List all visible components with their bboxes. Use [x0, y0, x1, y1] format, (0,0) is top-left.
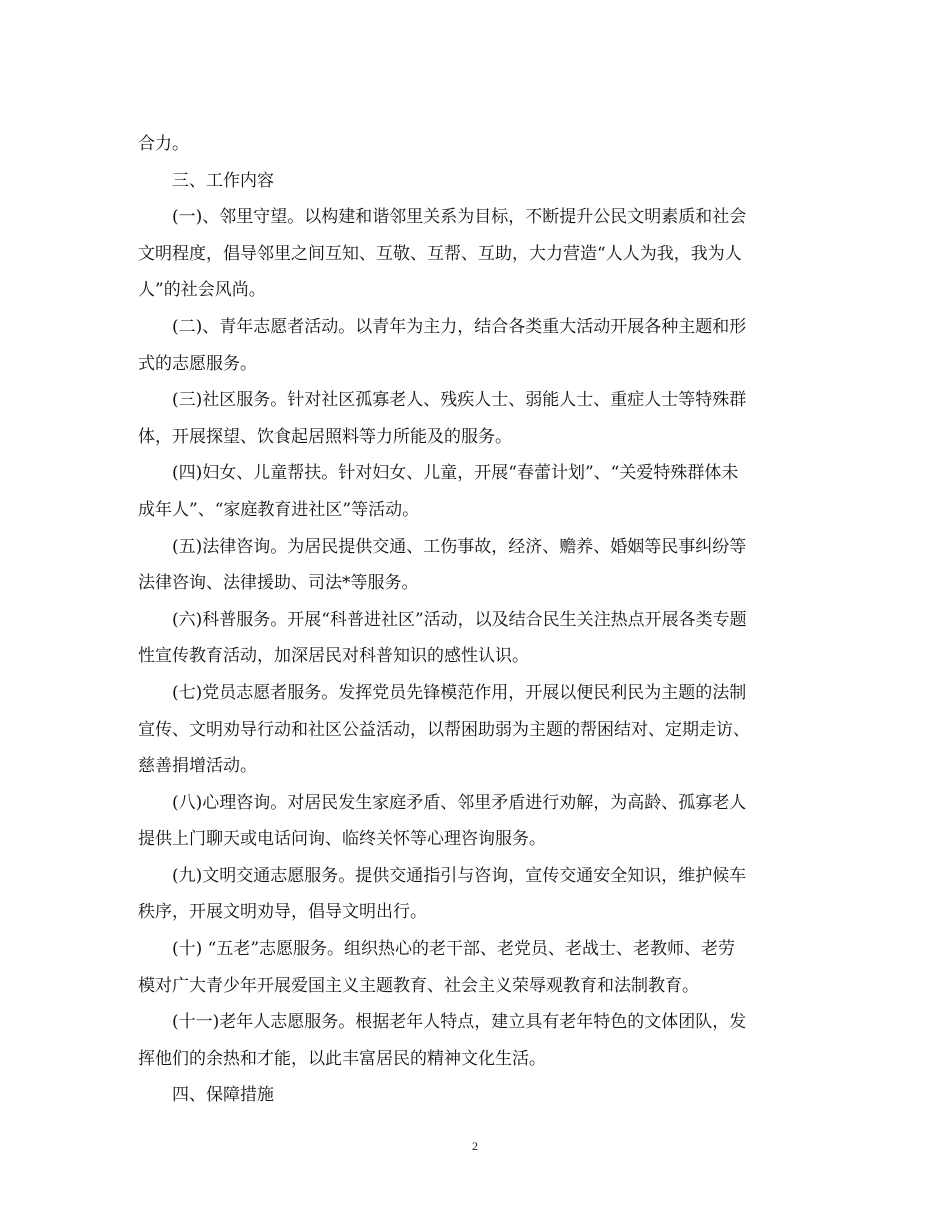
- paragraph-line: 模对广大青少年开展爱国主义主题教育、社会主义荣辱观教育和法制教育。: [138, 975, 699, 996]
- paragraph-line: 合力。: [138, 134, 189, 154]
- paragraph-line: 式的志愿服务。: [138, 353, 257, 374]
- paragraph-line: 成年人”、“家庭教育进社区”等活动。: [138, 499, 420, 520]
- document-body: [138, 126, 814, 1114]
- paragraph-line: (四)妇女、儿童帮扶。针对妇女、儿童，开展“春蕾计划”、“关爱特殊群体未: [172, 463, 739, 484]
- paragraph-line: (九)文明交通志愿服务。提供交通指引与咨询，宣传交通安全知识，维护候车: [172, 865, 747, 886]
- section-heading-work-content: 三、工作内容: [172, 170, 274, 191]
- paragraph-line: 挥他们的余热和才能，以此丰富居民的精神文化生活。: [138, 1048, 546, 1069]
- paragraph-line: 提供上门聊天或电话问询、临终关怀等心理咨询服务。: [138, 829, 546, 850]
- paragraph-line: (十一)老年人志愿服务。根据老年人特点，建立具有老年特色的文体团队，发: [172, 1012, 747, 1033]
- paragraph-line: (十) “五老”志愿服务。组织热心的老干部、老党员、老战士、老教师、老劳: [172, 939, 736, 960]
- section-heading-safeguards: 四、保障措施: [172, 1085, 274, 1106]
- paragraph-line: 法律咨询、法律援助、司法*等服务。: [138, 573, 419, 594]
- paragraph-line: 宣传、文明劝导行动和社区公益活动，以帮困助弱为主题的帮困结对、定期走访、: [138, 719, 750, 740]
- paragraph-line: (三)社区服务。针对社区孤寡老人、残疾人士、弱能人士、重症人士等特殊群: [172, 390, 747, 411]
- paragraph-line: 人”的社会风尚。: [138, 280, 266, 301]
- paragraph-line: 性宣传教育活动，加深居民对科普知识的感性认识。: [138, 646, 529, 667]
- paragraph-line: (七)党员志愿者服务。发挥党员先锋模范作用，开展以便民利民为主题的法制: [172, 682, 747, 703]
- paragraph-line: 慈善捐增活动。: [138, 756, 257, 777]
- paragraph-line: 秩序，开展文明劝导，倡导文明出行。: [138, 902, 427, 923]
- paragraph-line: (二)、青年志愿者活动。以青年为主力，结合各类重大活动开展各种主题和形: [172, 316, 747, 337]
- paragraph-line: (八)心理咨询。对居民发生家庭矛盾、邻里矛盾进行劝解，为高龄、孤寡老人: [172, 792, 747, 813]
- paragraph-line: (五)法律咨询。为居民提供交通、工伤事故，经济、赡养、婚姻等民事纠纷等: [172, 536, 747, 557]
- paragraph-line: (六)科普服务。开展“科普进社区”活动，以及结合民生关注热点开展各类专题: [172, 609, 747, 630]
- page-number: 2: [472, 1139, 478, 1153]
- paragraph-line: 体，开展探望、饮食起居照料等力所能及的服务。: [138, 426, 512, 447]
- paragraph-line: 文明程度，倡导邻里之间互知、互敬、互帮、互助，大力营造“人人为我，我为人: [138, 243, 742, 264]
- paragraph-line: (一)、邻里守望。以构建和谐邻里关系为目标，不断提升公民文明素质和社会: [172, 207, 747, 228]
